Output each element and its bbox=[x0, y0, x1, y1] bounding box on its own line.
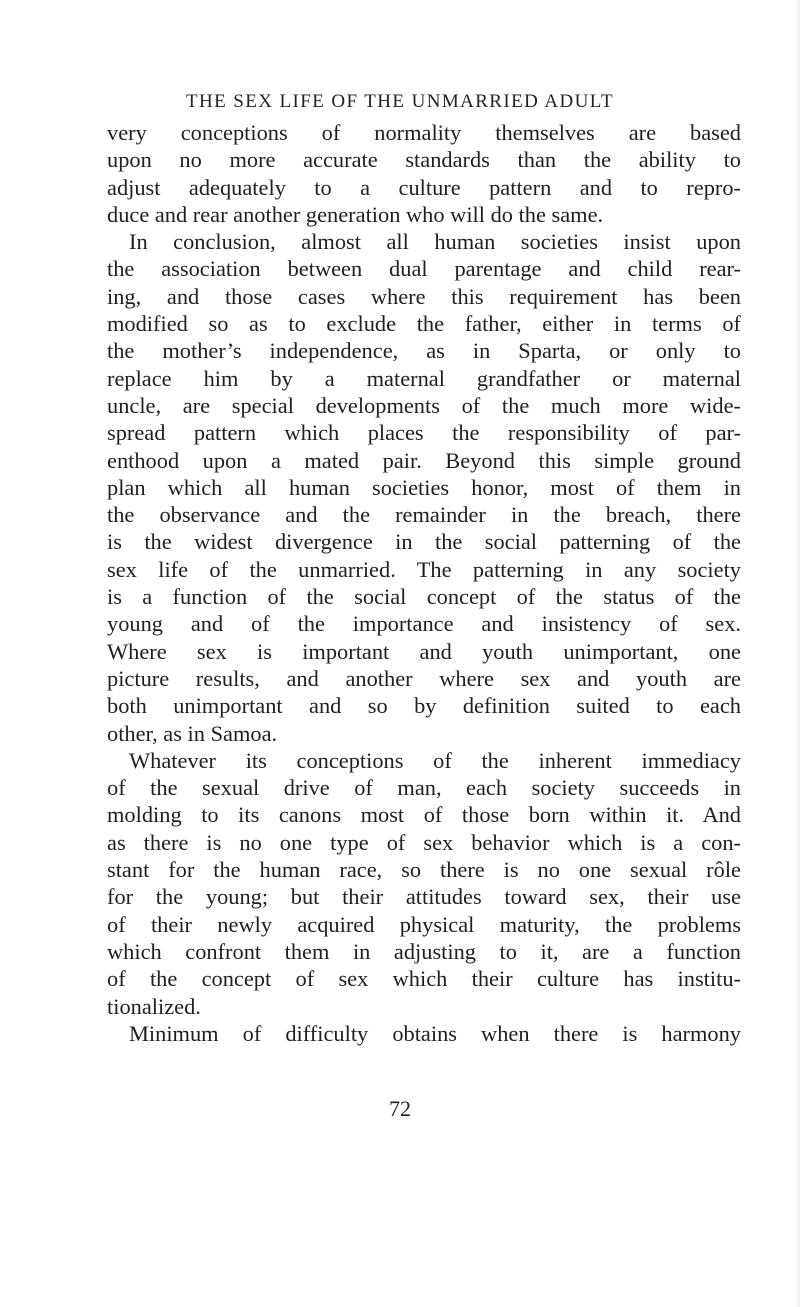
text-line: of their newly acquired physical maturity, the problems bbox=[107, 911, 741, 937]
text-line: is a function of the social concept of the status of the bbox=[107, 584, 741, 610]
page-number: 72 bbox=[389, 1096, 411, 1121]
paragraph-start-line: Whatever its conceptions of the inherent immediacy bbox=[129, 747, 741, 773]
text-line: adjust adequately to a culture pattern and to repro- bbox=[107, 174, 741, 200]
text-line: the association between dual parentage and child rear- bbox=[107, 256, 741, 282]
text-line: enthood upon a mated pair. Beyond this simple ground bbox=[107, 447, 741, 473]
running-head: THE SEX LIFE OF THE UNMARRIED ADULT bbox=[186, 91, 614, 112]
text-line: upon no more accurate standards than the ability to bbox=[107, 147, 741, 173]
text-line: tionalized. bbox=[107, 993, 201, 1019]
text-line: picture results, and another where sex and youth are bbox=[107, 665, 741, 691]
text-line: plan which all human societies honor, most of them in bbox=[107, 474, 741, 500]
text-line: stant for the human race, so there is no one sexual rôle bbox=[107, 857, 741, 883]
page-edge-shadow bbox=[794, 0, 800, 1307]
text-line: Where sex is important and youth unimportant, one bbox=[107, 638, 741, 664]
text-line: of the sexual drive of man, each society succeeds in bbox=[107, 775, 741, 801]
text-line: modified so as to exclude the father, either in terms of bbox=[107, 311, 741, 337]
text-line: as there is no one type of sex behavior which is a con- bbox=[107, 829, 741, 855]
text-line: for the young; but their attitudes toward sex, their use bbox=[107, 884, 741, 910]
text-line: other, as in Samoa. bbox=[107, 720, 278, 746]
text-line: uncle, are special developments of the much more wide- bbox=[107, 392, 741, 418]
text-line: young and of the importance and insistency of sex. bbox=[107, 611, 741, 637]
paragraph-start-line: In conclusion, almost all human societies insist upon bbox=[129, 229, 741, 255]
text-line: which confront them in adjusting to it, are a function bbox=[107, 938, 741, 964]
text-line: ing, and those cases where this requirement has been bbox=[107, 283, 741, 309]
text-line: sex life of the unmarried. The patterning in any society bbox=[107, 556, 741, 582]
text-line: both unimportant and so by definition suited to each bbox=[107, 693, 741, 719]
text-line: very conceptions of normality themselves are based bbox=[107, 120, 741, 145]
paragraph-start-line: Minimum of difficulty obtains when there is harmony bbox=[129, 1020, 741, 1046]
text-line: is the widest divergence in the social patterning of the bbox=[107, 529, 741, 555]
text-line: duce and rear another generation who will do the same. bbox=[107, 201, 604, 227]
text-line: molding to its canons most of those born within it. And bbox=[107, 802, 741, 828]
text-line: the mother’s independence, as in Sparta, or only to bbox=[107, 338, 741, 364]
text-line: of the concept of sex which their culture has institu- bbox=[107, 966, 741, 992]
text-line: spread pattern which places the responsibility of par- bbox=[107, 420, 741, 446]
text-line: the observance and the remainder in the breach, there bbox=[107, 502, 741, 528]
text-line: replace him by a maternal grandfather or maternal bbox=[107, 365, 741, 391]
body-text bbox=[107, 119, 741, 1047]
